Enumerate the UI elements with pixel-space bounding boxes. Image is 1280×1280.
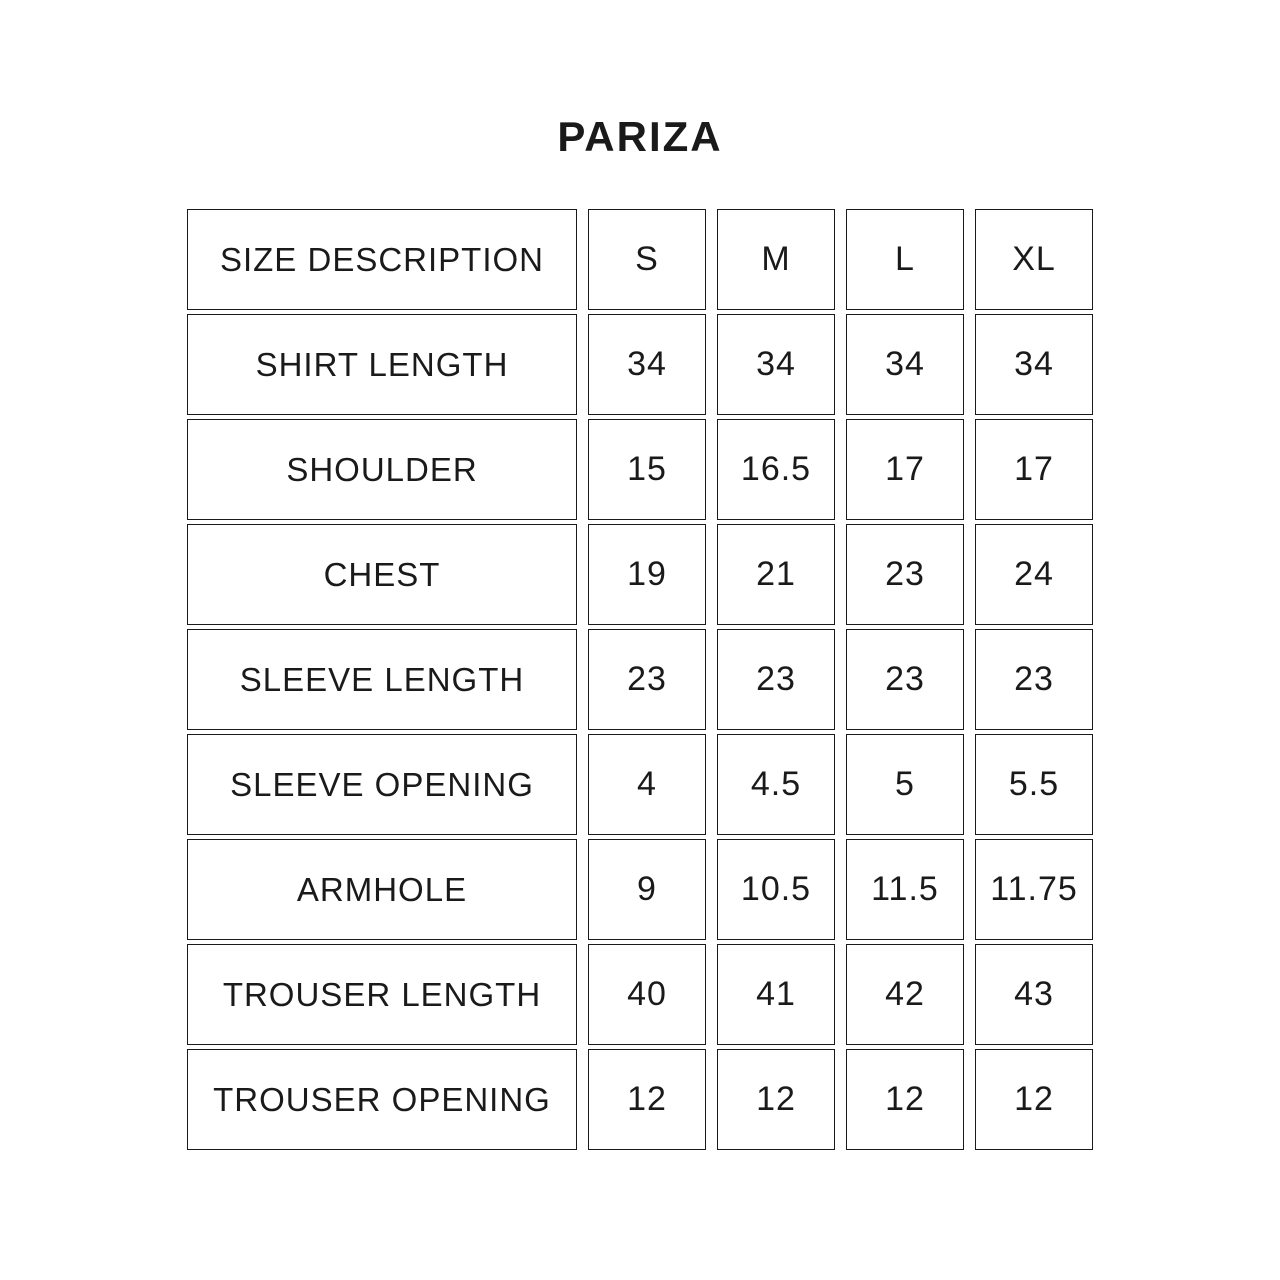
table-cell: 5: [846, 734, 964, 835]
header-size-m: M: [717, 209, 835, 310]
table-cell: 11.5: [846, 839, 964, 940]
table-cell: 9: [588, 839, 706, 940]
table-cell: 17: [975, 419, 1093, 520]
table-cell: 4: [588, 734, 706, 835]
row-label-chest: CHEST: [187, 524, 577, 625]
table-cell: 23: [717, 629, 835, 730]
table-cell: 17: [846, 419, 964, 520]
table-cell: 34: [975, 314, 1093, 415]
table-cell: 12: [717, 1049, 835, 1150]
header-size-l: L: [846, 209, 964, 310]
row-label-trouser-length: TROUSER LENGTH: [187, 944, 577, 1045]
table-cell: 23: [846, 629, 964, 730]
table-cell: 23: [588, 629, 706, 730]
row-label-sleeve-length: SLEEVE LENGTH: [187, 629, 577, 730]
row-label-shoulder: SHOULDER: [187, 419, 577, 520]
header-size-description: SIZE DESCRIPTION: [187, 209, 577, 310]
row-label-armhole: ARMHOLE: [187, 839, 577, 940]
table-cell: 19: [588, 524, 706, 625]
header-size-s: S: [588, 209, 706, 310]
table-cell: 11.75: [975, 839, 1093, 940]
page-title: PARIZA: [557, 113, 723, 160]
table-cell: 34: [588, 314, 706, 415]
table-cell: 16.5: [717, 419, 835, 520]
table-cell: 40: [588, 944, 706, 1045]
table-cell: 4.5: [717, 734, 835, 835]
table-cell: 12: [846, 1049, 964, 1150]
table-cell: 21: [717, 524, 835, 625]
table-cell: 24: [975, 524, 1093, 625]
table-cell: 12: [975, 1049, 1093, 1150]
table-cell: 34: [846, 314, 964, 415]
table-cell: 12: [588, 1049, 706, 1150]
row-label-sleeve-opening: SLEEVE OPENING: [187, 734, 577, 835]
table-cell: 41: [717, 944, 835, 1045]
size-chart-table: [187, 209, 1093, 1150]
row-label-trouser-opening: TROUSER OPENING: [187, 1049, 577, 1150]
table-cell: 5.5: [975, 734, 1093, 835]
row-label-shirt-length: SHIRT LENGTH: [187, 314, 577, 415]
header-size-xl: XL: [975, 209, 1093, 310]
table-cell: 10.5: [717, 839, 835, 940]
table-cell: 34: [717, 314, 835, 415]
table-cell: 43: [975, 944, 1093, 1045]
table-cell: 23: [975, 629, 1093, 730]
table-cell: 42: [846, 944, 964, 1045]
table-cell: 23: [846, 524, 964, 625]
table-cell: 15: [588, 419, 706, 520]
